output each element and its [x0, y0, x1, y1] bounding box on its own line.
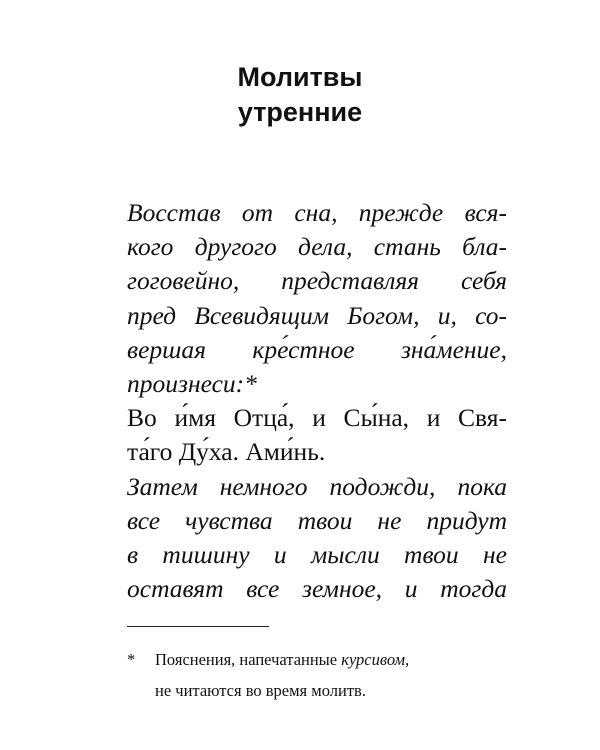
title-line-1: Молитвы	[237, 62, 363, 92]
text-line: оставят все земное, и тогда	[127, 574, 507, 604]
text-line: произнеси:*	[127, 369, 257, 399]
prayer-body	[127, 196, 507, 606]
footnote-italic-word: курсивом,	[341, 650, 410, 669]
footnote-divider	[127, 626, 269, 627]
text-line: все чувства твои не придут	[127, 505, 507, 535]
page-title	[0, 60, 600, 130]
text-line: пред Всевидящим Богом, и, со-	[127, 300, 507, 330]
footnote-text: Пояснения, напечатанные	[155, 650, 342, 669]
text-line: гоговейно, представляя себя	[127, 266, 507, 296]
text-line: Затем немного подожди, пока	[127, 471, 507, 501]
footnote-marker: *	[127, 650, 136, 669]
text-line: Восстав от сна, прежде вся-	[127, 198, 507, 227]
text-line: кого другого дела, стань бла-	[127, 232, 507, 262]
footnote	[127, 644, 507, 706]
text-line: вершая кре́стное зна́мение,	[127, 334, 507, 364]
title-line-2: утренние	[237, 97, 363, 127]
footnote-line-2: не читаются во время молитв.	[155, 681, 366, 700]
prayer-line: Во и́мя Отца́, и Сы́на, и Свя-	[127, 403, 507, 433]
text-line: в тишину и мысли твои не	[127, 540, 507, 570]
prayer-line: та́го Ду́ха. Ами́нь.	[127, 437, 326, 467]
